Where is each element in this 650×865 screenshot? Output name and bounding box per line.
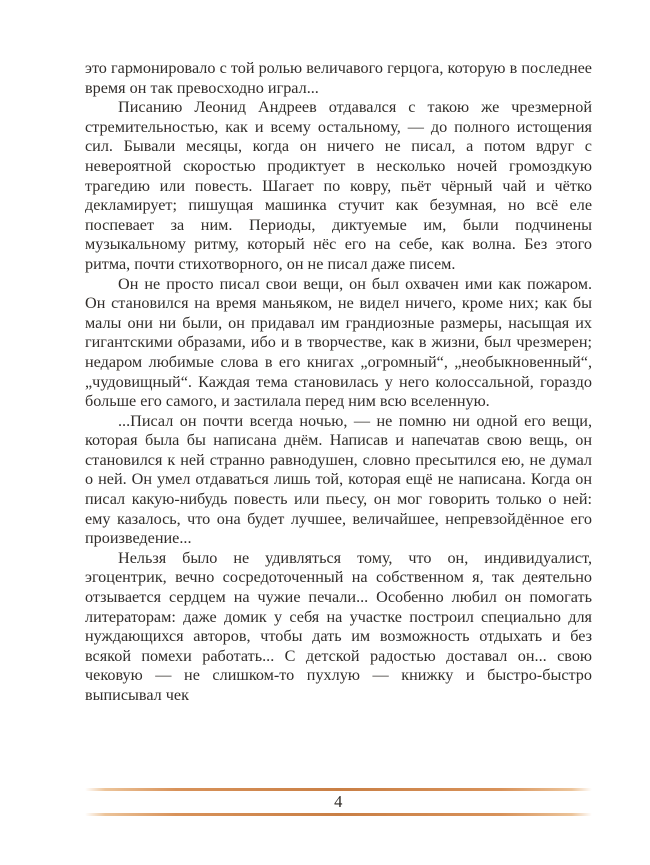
paragraph: Нельзя было не удивляться тому, что он, индивидуалист, эгоцентрик, вечно сосредоточенный на собственном я, так деятельно отзывается сердцем на чужие печали... Особенно любил он помогать литераторам: даже домик у себя на участке построил специально для нуждающихся авторов, чтобы дать им возможность отдыхать и без всякой помехи работать... С детской радостью доставал он... свою чековую — не слишком-то пухлую — книжку и быстро-быстро выписывал чек [85,548,592,704]
paragraph: Он не просто писал свои вещи, он был охвачен ими как пожаром. Он становился на время маньяком, не видел ничего, кроме них; как бы малы они ни были, он придавал им грандиозные размеры, насыщая их гигантскими образами, ибо и в творчестве, как в жизни, был чрезмерен; недаром любимые слова в его книгах „огромный“, „необыкновенный“, „чудовищный“. Каждая тема становилась у него колоссальной, гораздо больше его самого, и застилала перед ним всю вселенную. [85,274,592,411]
page-text-block [85,59,592,706]
page-footer [85,788,592,816]
paragraph: это гармонировало с той ролью величавого герцога, которую в последнее время он так превосходно играл... [85,59,592,97]
page-number: 4 [334,792,343,811]
paragraph: ...Писал он почти всегда ночью, — не помню ни одной его вещи, которая была бы написана днём. Написав и напечатав свою вещь, он становился к ней странно равнодушен, словно пресытился ею, не думал о ней. Он умел отдаваться лишь той, которая ещё не написана. Когда он писал какую-нибудь повесть или пьесу, он мог говорить только о ней: ему казалось, что она будет лучшее, величайшее, непревзойдённое его произведение... [85,411,592,548]
footer-rule-bottom [85,813,592,816]
paragraph: Писанию Леонид Андреев отдавался с такою же чрезмерной стремительностью, как и всему остальному, — до полного истощения сил. Бывали месяцы, когда он ничего не писал, а потом вдруг с невероятной скоростью продиктует в несколько ночей громоздкую трагедию или повесть. Шагает по ковру, пьёт чёрный чай и чётко декламирует; пишущая машинка стучит как безумная, но всё еле поспевает за ним. Периоды, диктуемые им, были подчинены музыкальному ритму, который нёс его на себе, как волна. Без этого ритма, почти стихотворного, он не писал даже писем. [85,98,592,273]
